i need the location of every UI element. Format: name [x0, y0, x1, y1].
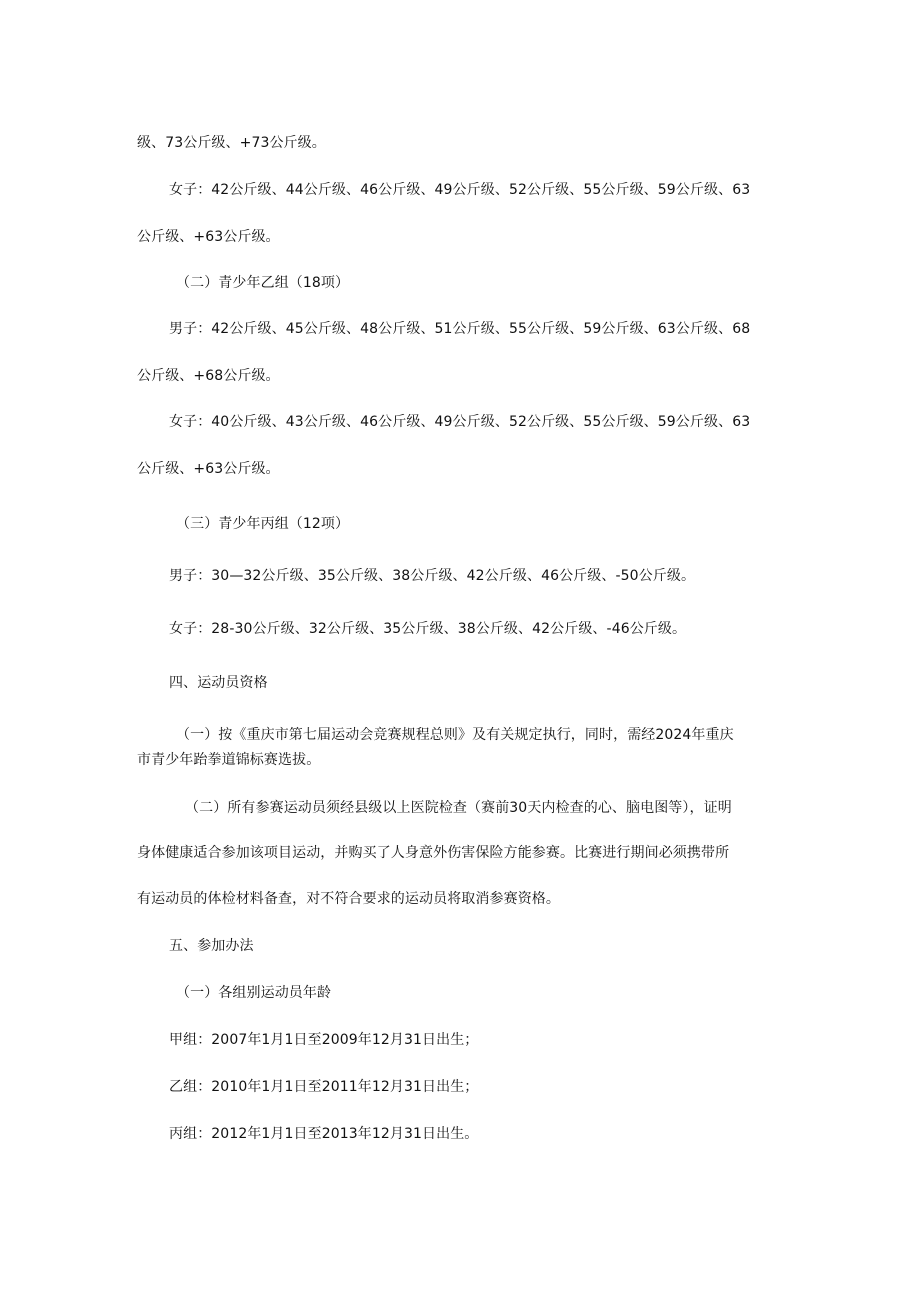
section-heading: 四、运动员资格 [169, 675, 268, 691]
section-heading: （三）青少年丙组（12项） [176, 516, 350, 532]
section-heading: 五、参加办法 [169, 938, 254, 954]
text-line: 甲组：2007年1月1日至2009年12月31日出生； [169, 1032, 479, 1048]
section-heading: （二）青少年乙组（18项） [176, 275, 350, 291]
text-line: 女子：42公斤级、44公斤级、46公斤级、49公斤级、52公斤级、55公斤级、59公斤级、63 [169, 182, 751, 198]
text-line: 乙组：2010年1月1日至2011年12月31日出生； [169, 1079, 479, 1095]
text-line: 级、73公斤级、+73公斤级。 [137, 135, 326, 151]
text-line: 公斤级、+63公斤级。 [137, 461, 280, 477]
text-line: （一）按《重庆市第七届运动会竞赛规程总则》及有关规定执行，同时，需经2024年重庆 [176, 727, 734, 743]
text-line: 公斤级、+68公斤级。 [137, 368, 280, 384]
text-line: 有运动员的体检材料备查，对不符合要求的运动员将取消参赛资格。 [137, 891, 560, 907]
section-heading: （一）各组别运动员年龄 [176, 985, 332, 1001]
text-line: 身体健康适合参加该项目运动，并购买了人身意外伤害保险方能参赛。比赛进行期间必须携带所 [137, 845, 730, 861]
text-line: （二）所有参赛运动员须经县级以上医院检查（赛前30天内检查的心、脑电图等），证明 [185, 800, 732, 816]
text-line: 男子：30—32公斤级、35公斤级、38公斤级、42公斤级、46公斤级、-50公斤级。 [169, 568, 696, 584]
text-line: 市青少年跆拳道锦标赛选拔。 [137, 752, 321, 768]
text-line: 男子：42公斤级、45公斤级、48公斤级、51公斤级、55公斤级、59公斤级、63公斤级、68 [169, 321, 751, 337]
text-line: 女子：28-30公斤级、32公斤级、35公斤级、38公斤级、42公斤级、-46公斤级。 [169, 621, 687, 637]
text-line: 公斤级、+63公斤级。 [137, 229, 280, 245]
text-line: 女子：40公斤级、43公斤级、46公斤级、49公斤级、52公斤级、55公斤级、59公斤级、63 [169, 414, 751, 430]
text-line: 丙组：2012年1月1日至2013年12月31日出生。 [169, 1126, 479, 1142]
